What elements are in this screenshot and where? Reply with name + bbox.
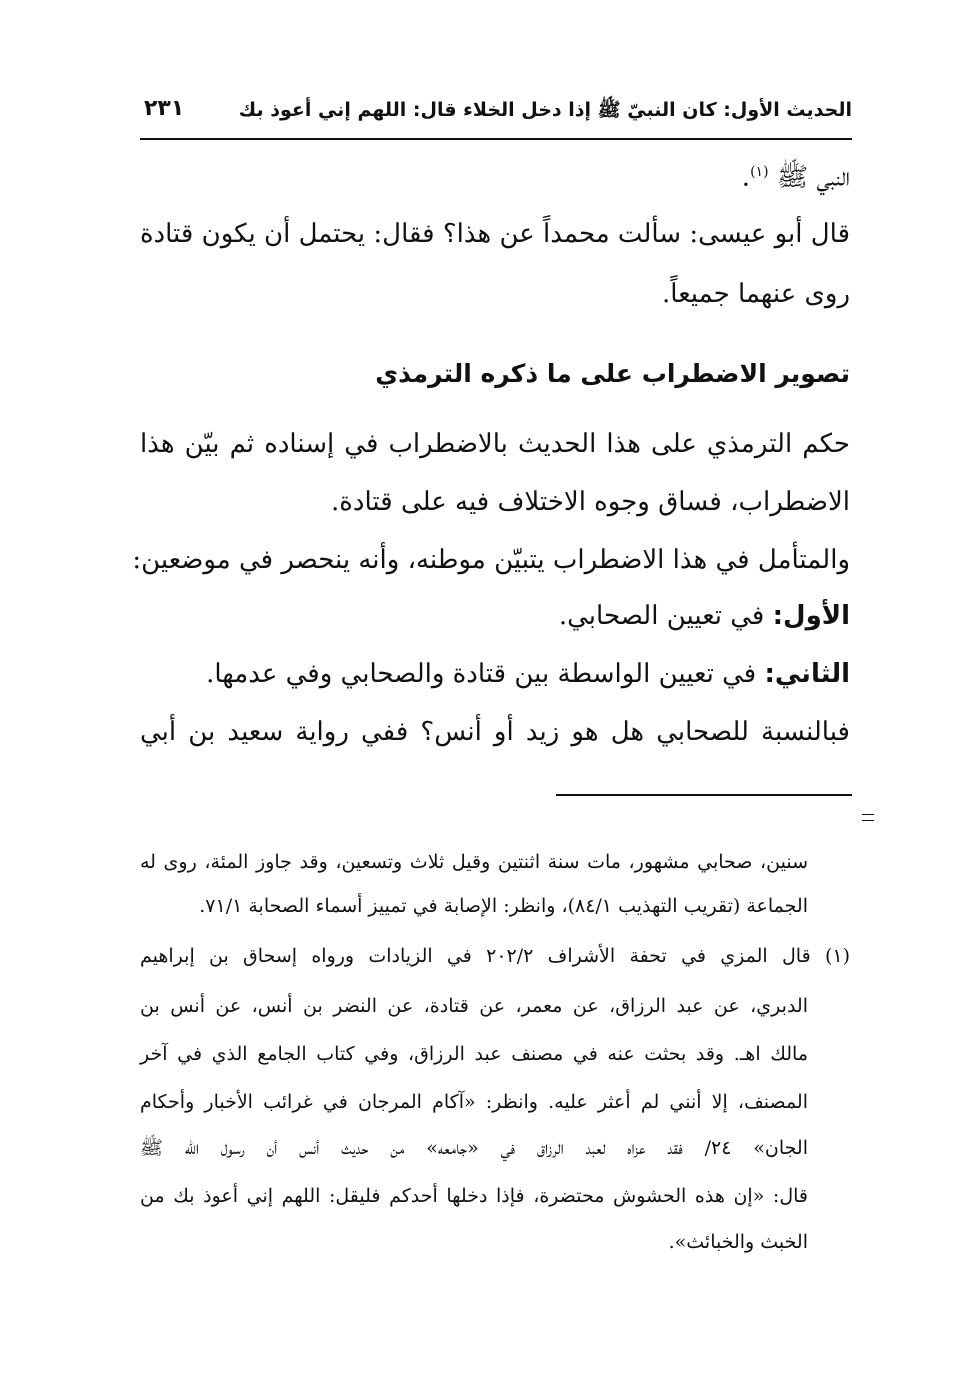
body-line-1-text: النبي ﷺ <box>776 162 850 193</box>
item-first-text: في تعيين الصحابي. <box>558 601 773 631</box>
body-line-7: فبالنسبة للصحابي هل هو زيد أو أنس؟ ففي رواية سعيد بن أبي <box>140 717 850 747</box>
body-line-5: الاضطراب، فساق وجوه الاختلاف فيه على قتادة. <box>331 487 850 517</box>
page-number: ٢٣١ <box>144 96 185 121</box>
footnote-1-line-5: الجان» ٢٤/ فقد عزاه لعبد الرزاق في «جامعه» من حديث أنس أن رسول الله ﷺ <box>140 1137 808 1159</box>
item-second <box>206 656 850 692</box>
footnote-1-line-2: الدبري، عن عبد الرزاق، عن معمر، عن قتادة، عن النضر بن أنس، عن أنس بن <box>140 995 808 1017</box>
footnote-separator <box>556 794 852 796</box>
continuation-mark <box>862 814 874 821</box>
running-header <box>140 92 852 140</box>
section-heading: تصوير الاضطراب على ما ذكره الترمذي <box>375 359 850 388</box>
footnote-1-line-3: مالك اهـ. وقد بحثت عنه في مصنف عبد الرزاق، وفي كتاب الجامع الذي في آخر <box>140 1043 808 1065</box>
footnote-1-line-4: المصنف، إلا أنني لم أعثر عليه. وانظر: «آكام المرجان في غرائب الأخبار وأحكام <box>140 1091 808 1113</box>
footnote-1-line-1: (١) قال المزي في تحفة الأشراف ٢٠٢/٢ في الزيادات ورواه إسحاق بن إبراهيم <box>140 945 850 967</box>
body-line-1: النبي ﷺ $^{(١)}$. <box>741 162 850 193</box>
item-first <box>559 598 850 634</box>
header-title: الحديث الأول: كان النبيّ ﷺ إذا دخل الخلاء قال: اللهم إني أعوذ بك <box>238 99 852 121</box>
item-second-text: في تعيين الواسطة بين قتادة والصحابي وفي عدمها. <box>206 659 765 689</box>
body-line-4: حكم الترمذي على هذا الحديث بالاضطراب في إسناده ثم بيّن هذا <box>140 429 850 459</box>
footnote-reference-1: (١) <box>750 164 769 180</box>
body-line-6: والمتأمل في هذا الاضطراب يتبيّن موطنه، وأنه ينحصر في موضعين: <box>132 545 850 575</box>
body-line-3: روى عنهما جميعاً. <box>662 279 850 309</box>
footnote-1-line-6: قال: «إن هذه الحشوش محتضرة، فإذا دخلها أحدكم فليقل: اللهم إني أعوذ بك من <box>140 1185 808 1207</box>
item-second-label: الثاني: <box>764 659 850 689</box>
item-first-label: الأول: <box>772 601 850 631</box>
footnote-continued-line-1: سنين، صحابي مشهور، مات سنة اثنتين وقيل ثلاث وتسعين، وقد جاوز المئة، روى له <box>140 851 808 873</box>
body-line-2: قال أبو عيسى: سألت محمداً عن هذا؟ فقال: يحتمل أن يكون قتادة <box>139 219 850 249</box>
footnote-continued-line-2: الجماعة (تقريب التهذيب ٨٤/١)، وانظر: الإصابة في تمييز أسماء الصحابة ٧١/١. <box>199 895 808 917</box>
footnote-1-line-7: الخبث والخبائث». <box>668 1231 808 1253</box>
